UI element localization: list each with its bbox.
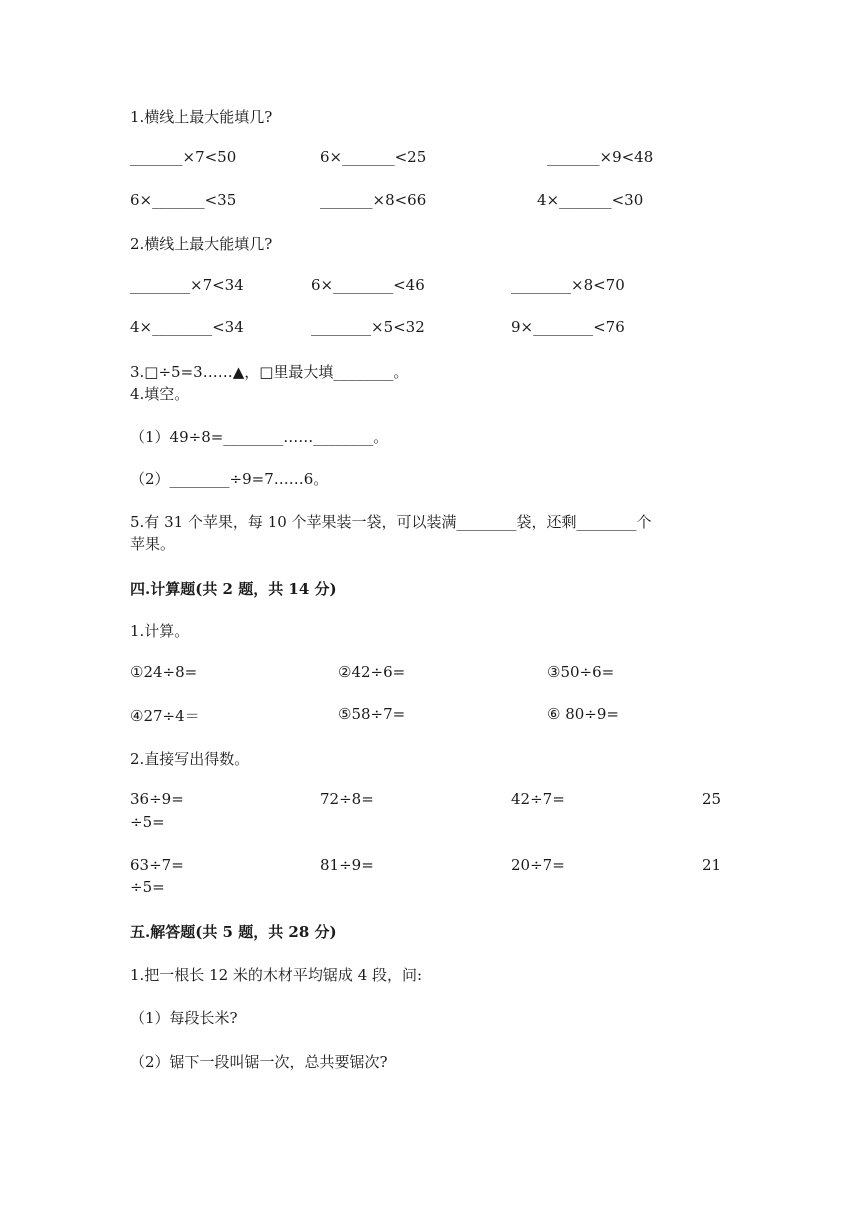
q1-title: 1.横线上最大能填几? <box>130 108 273 126</box>
direct-item-8-wrap: ÷5= <box>130 878 165 896</box>
direct-item-5: 63÷7= <box>130 856 184 874</box>
q4-item2: （2）________÷9=7……6。 <box>130 470 329 488</box>
q1-row2-item2: _______×8<66 <box>320 191 427 209</box>
q1-row2-item3: 4×_______<30 <box>537 191 644 209</box>
calc-item-2: ②42÷6= <box>338 663 406 681</box>
q5-line2: 苹果。 <box>130 535 176 553</box>
calc-item-3: ③50÷6= <box>547 663 615 681</box>
q2-title: 2.横线上最大能填几? <box>130 235 273 253</box>
calc-item-5: ⑤58÷7= <box>338 705 406 723</box>
direct-item-6: 81÷9= <box>320 856 374 874</box>
q2-row2-item1: 4×________<34 <box>130 318 244 336</box>
q1-row1-item2: 6×_______<25 <box>320 148 427 166</box>
q5-line1: 5.有 31 个苹果，每 10 个苹果装一袋，可以装满________袋，还剩________个 <box>130 513 652 531</box>
q1-row2-item1: 6×_______<35 <box>130 191 237 209</box>
calc-item-6: ⑥ 80÷9= <box>547 705 619 723</box>
q1-row1-item1: _______×7<50 <box>130 148 237 166</box>
q4-title: 4.填空。 <box>130 385 190 403</box>
section5-heading: 五.解答题(共 5 题，共 28 分) <box>130 923 337 941</box>
section5-p1-title: 1.把一根长 12 米的木材平均锯成 4 段，问: <box>130 966 423 984</box>
direct-item-1: 36÷9= <box>130 790 184 808</box>
q2-row1-item2: 6×________<46 <box>311 276 425 294</box>
direct-item-8: 21 <box>702 856 722 874</box>
section4-p1-title: 1.计算。 <box>130 622 190 640</box>
direct-item-4: 25 <box>702 790 722 808</box>
section4-p2-title: 2.直接写出得数。 <box>130 750 250 768</box>
q4-item1: （1）49÷8=________……________。 <box>130 428 389 446</box>
section4-heading: 四.计算题(共 2 题，共 14 分) <box>130 580 337 598</box>
direct-item-4-wrap: ÷5= <box>130 813 165 831</box>
direct-item-7: 20÷7= <box>511 856 565 874</box>
calc-item-1: ①24÷8= <box>130 663 198 681</box>
direct-item-2: 72÷8= <box>320 790 374 808</box>
direct-item-3: 42÷7= <box>511 790 565 808</box>
q2-row2-item2: ________×5<32 <box>311 318 425 336</box>
calc-item-4: ④27÷4＝ <box>130 707 200 725</box>
q2-row1-item3: ________×8<70 <box>511 276 625 294</box>
section5-p1-sub2: （2）锯下一段叫锯一次，总共要锯次? <box>130 1053 388 1071</box>
q3-text: 3.□÷5=3……▲，□里最大填________。 <box>130 363 409 381</box>
q2-row2-item3: 9×________<76 <box>511 318 625 336</box>
section5-p1-sub1: （1）每段长米? <box>130 1009 238 1027</box>
q2-row1-item1: ________×7<34 <box>130 276 244 294</box>
q1-row1-item3: _______×9<48 <box>547 148 654 166</box>
